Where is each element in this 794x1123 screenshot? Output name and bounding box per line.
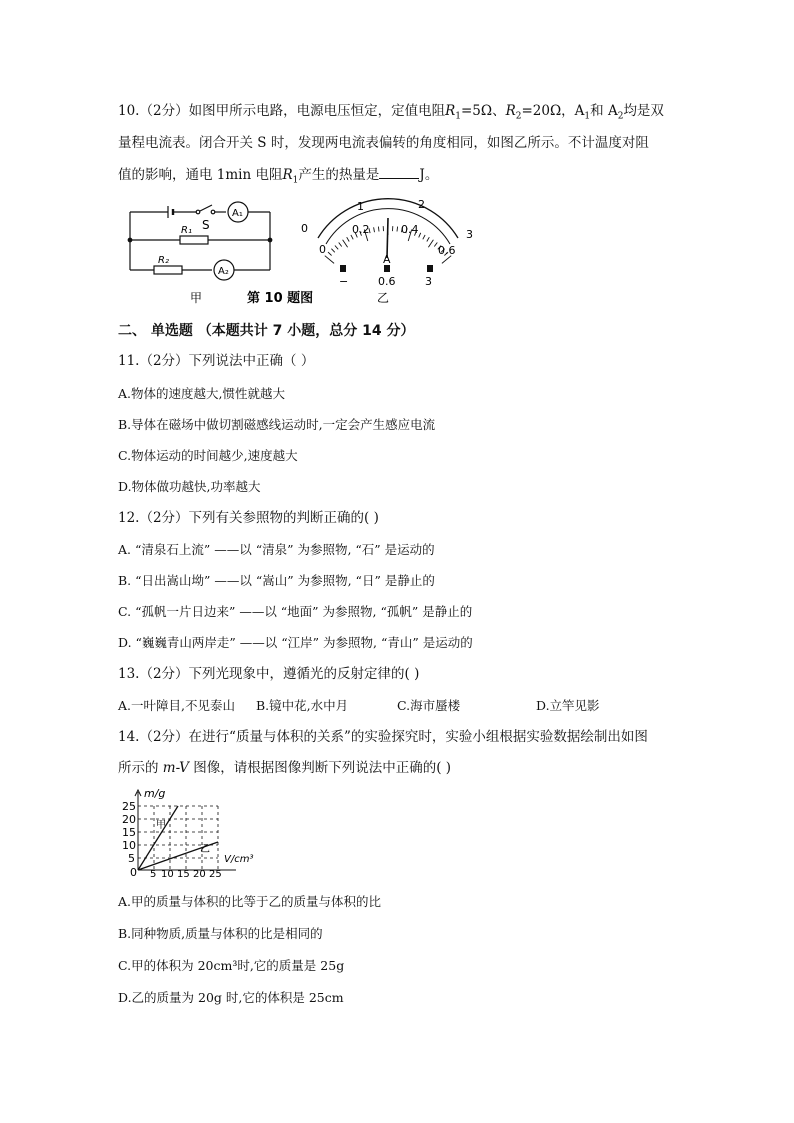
q12-stem: 12.（2分）下列有关参照物的判断正确的( ) — [118, 510, 379, 526]
terminal-label-06: 0.6 — [378, 275, 396, 288]
y-tick-5: 5 — [128, 852, 135, 865]
figure-caption: 第 10 题图 — [247, 291, 314, 306]
a2-sub: 2 — [617, 111, 624, 122]
x-tick-5: 5 — [150, 869, 157, 878]
q11-option-b[interactable]: B.导体在磁场中做切割磁感线运动时,一定会产生感应电流 — [118, 417, 436, 432]
dial-tick — [397, 227, 398, 232]
q13-stem: 13.（2分）下列光现象中，遵循光的反射定律的( ) — [118, 666, 420, 682]
q10-line3-text: 值的影响，通电 1min 电阻 — [118, 167, 283, 183]
label-jia: 甲 — [156, 820, 166, 831]
q13-option-c[interactable]: C.海市蜃楼 — [397, 698, 461, 713]
x-tick-20: 20 — [193, 869, 206, 878]
dial-unit: A — [383, 253, 391, 266]
a1-label: A₁ — [232, 208, 243, 219]
dial-bottom-3: 0.6 — [438, 244, 456, 257]
q13-option-d[interactable]: D.立竿见影 — [536, 698, 600, 713]
x-tick-10: 10 — [161, 869, 174, 878]
answer-blank[interactable] — [379, 164, 419, 179]
q11-option-d[interactable]: D.物体做功越快,功率越大 — [118, 479, 261, 494]
q10-text-end: 均是双 — [623, 103, 664, 119]
switch-label: S — [202, 218, 210, 232]
terminal-neg — [340, 265, 346, 272]
r1-symbol: R — [282, 167, 293, 183]
resistor-r1 — [180, 236, 208, 244]
q12-option-a[interactable]: A. “清泉石上流” ——以 “清泉” 为参照物, “石” 是运动的 — [118, 542, 435, 557]
q14-option-b[interactable]: B.同种物质,质量与体积的比是相同的 — [118, 926, 323, 941]
q10-line3-text2: 产生的热量是 — [298, 167, 380, 183]
q12-option-c[interactable]: C. “孤帆一片日边来” ——以 “地面” 为参照物, “孤帆” 是静止的 — [118, 604, 473, 619]
mv-graph — [116, 786, 266, 878]
y-tick-25: 25 — [122, 800, 136, 813]
dial-tick — [331, 249, 334, 253]
q11-option-c[interactable]: C.物体运动的时间越少,速度越大 — [118, 448, 298, 463]
dial-tick — [325, 256, 334, 264]
dial-tick — [419, 233, 421, 238]
r1-sub: 1 — [455, 111, 461, 122]
terminal-3 — [427, 265, 433, 272]
r2-symbol: R — [505, 103, 516, 119]
r1-sub: 1 — [292, 175, 299, 186]
dial-top-3: 3 — [466, 228, 473, 241]
r1-symbol: R — [445, 103, 456, 119]
r1-value: =5Ω、 — [460, 103, 506, 119]
q11-stem: 11.（2分）下列说法中正确（ ） — [118, 353, 315, 369]
q14-stem-text: 所示的 — [118, 760, 159, 776]
q14-option-c[interactable]: C.甲的体积为 20cm³时,它的质量是 25g — [118, 958, 345, 973]
line-jia — [138, 806, 178, 870]
q14-option-a[interactable]: A.甲的质量与体积的比等于乙的质量与体积的比 — [118, 894, 382, 909]
q10-text: 如图甲所示电路，电源电压恒定，定值电阻 — [188, 103, 446, 119]
q10-number: 10. — [118, 103, 140, 119]
y-axis-label: m/g — [144, 787, 166, 800]
r2-label: R₂ — [158, 255, 169, 266]
q13-option-b[interactable]: B.镜中花,水中月 — [256, 698, 349, 713]
dial-tick — [339, 243, 342, 247]
q11-option-a[interactable]: A.物体的速度越大,惯性就越大 — [118, 386, 285, 401]
x-axis-label: V/cm³ — [224, 854, 254, 865]
resistor-r2 — [154, 266, 182, 274]
q14-stem-line2 — [118, 758, 451, 778]
label-yi: 乙 — [200, 844, 210, 855]
q10-line3-unit: J。 — [419, 167, 439, 183]
dial-tick — [434, 243, 437, 247]
y-tick-10: 10 — [122, 839, 136, 852]
mv-symbol: m-V — [162, 760, 189, 776]
dial-tick — [374, 227, 375, 232]
origin-label: 0 — [130, 866, 137, 878]
q12-option-b[interactable]: B. “日出嵩山坳” ——以 “嵩山” 为参照物, “日” 是静止的 — [118, 573, 435, 588]
q10-score: （2分） — [139, 103, 189, 119]
dial-top-0: 0 — [301, 222, 308, 235]
figure-yi-label: 乙 — [377, 291, 390, 305]
q12-option-d[interactable]: D. “巍巍青山两岸走” ——以 “江岸” 为参照物, “青山” 是运动的 — [118, 635, 473, 650]
terminal-label-3: 3 — [425, 275, 432, 288]
circuit-diagram — [128, 202, 272, 280]
r1-label: R₁ — [181, 225, 192, 236]
dial-tick — [328, 252, 332, 255]
figure-jia-label: 甲 — [190, 291, 203, 305]
dial-tick — [378, 227, 379, 232]
q14-stem-line1: 14.（2分）在进行“质量与体积的关系”的实验探究时，实验小组根据实验数据绘制出如图 — [118, 729, 648, 745]
a1-sub: 1 — [584, 111, 591, 122]
and-text: 和 A — [590, 103, 618, 119]
dial-top-1: 1 — [357, 200, 364, 213]
r2-value: =20Ω，A — [521, 103, 585, 119]
pointer-needle — [387, 218, 388, 258]
a2-label: A₂ — [218, 266, 229, 277]
terminal-06 — [384, 265, 390, 272]
grid — [138, 806, 218, 870]
dial-bottom-1: 0.2 — [352, 223, 370, 236]
q14-option-d[interactable]: D.乙的质量为 20g 时,它的体积是 25cm — [118, 990, 344, 1005]
dial-tick — [428, 240, 433, 248]
q14-stem-text2: 图像，请根据图像判断下列说法中正确的( ) — [193, 760, 452, 776]
r2-sub: 2 — [515, 111, 522, 122]
terminal-label-neg: − — [339, 275, 349, 288]
y-tick-20: 20 — [122, 813, 136, 826]
q13-option-a[interactable]: A.一叶障目,不见泰山 — [118, 698, 235, 713]
x-tick-15: 15 — [177, 869, 190, 878]
dial-bottom-0: 0 — [319, 243, 326, 256]
dial-tick — [343, 240, 348, 248]
q10-line3 — [118, 164, 438, 191]
dial-tick — [347, 237, 350, 241]
q10-line2: 量程电流表。闭合开关 S 时，发现两电流表偏转的角度相同，如图乙所示。不计温度对阻 — [118, 135, 649, 151]
q10-line1 — [118, 101, 664, 127]
dial-top-2: 2 — [418, 198, 425, 211]
dial-tick — [427, 237, 430, 241]
x-tick-25: 25 — [209, 869, 222, 878]
dial-bottom-2: 0.4 — [401, 223, 419, 236]
dial-tick — [423, 235, 425, 239]
figure-10 — [120, 196, 480, 308]
dial-tick — [335, 246, 338, 250]
y-tick-15: 15 — [122, 826, 136, 839]
section-title: 二、 单选题 （本题共计 7 小题，总分 14 分） — [118, 323, 415, 339]
